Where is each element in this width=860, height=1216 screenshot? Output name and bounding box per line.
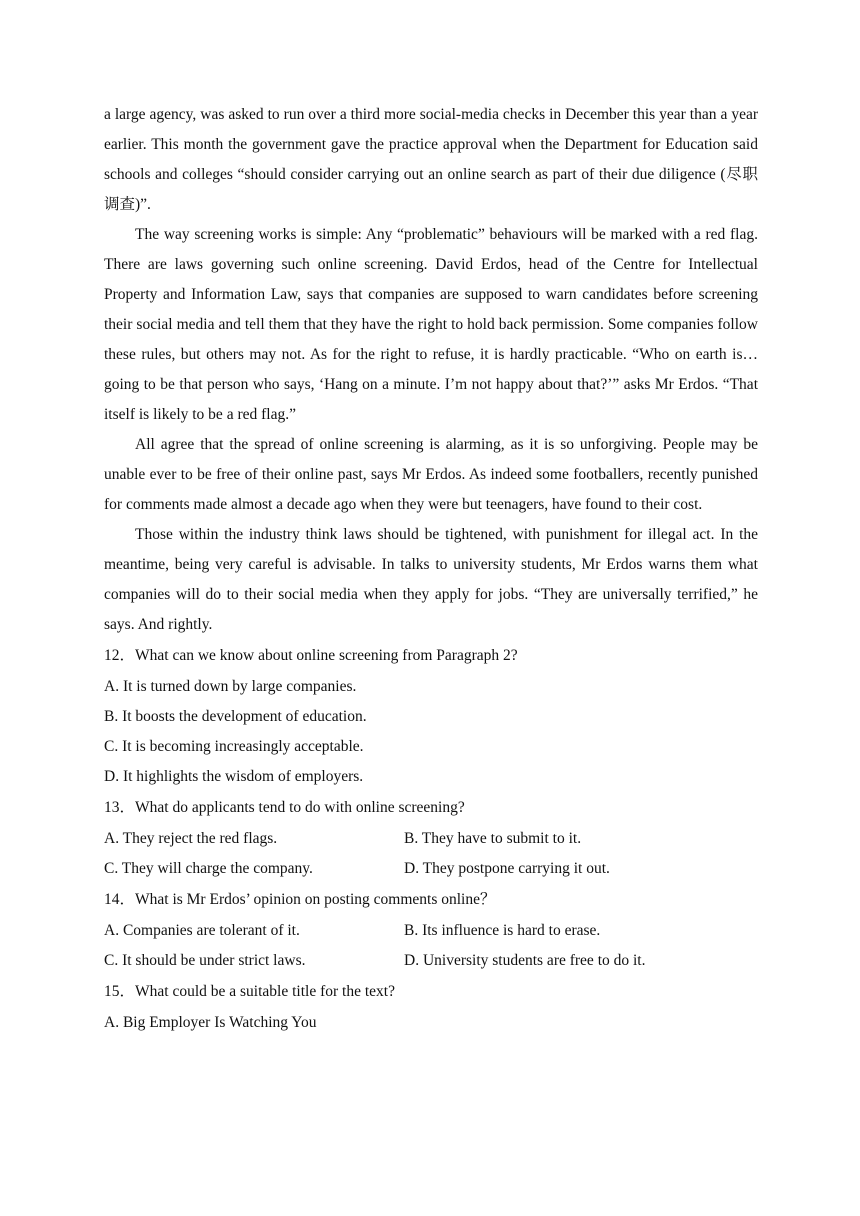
option-d: D. They postpone carrying it out. xyxy=(404,860,610,877)
option-a: A. Big Employer Is Watching You xyxy=(104,1014,317,1031)
question-13 xyxy=(104,792,758,884)
option-c: C. They will charge the company. xyxy=(104,860,313,877)
question-stem: 15．What could be a suitable title for the text? xyxy=(104,983,395,1000)
question-stem: 14．What is Mr Erdos’ opinion on posting comments online？ xyxy=(104,891,496,908)
passage-paragraph-1: a large agency, was asked to run over a third more social-media checks in December this year than a year earlier. This month the government gave the practice approval when the Department for Education said schools and colleges “should consider carrying out an online search as part of their due diligence (尽职调查)”. xyxy=(104,106,758,213)
option-c: C. It should be under strict laws. xyxy=(104,952,306,969)
option-a: A. Companies are tolerant of it. xyxy=(104,922,300,939)
option-row xyxy=(104,824,758,854)
question-stem: 12．What can we know about online screening from Paragraph 2? xyxy=(104,647,518,664)
option-b: B. They have to submit to it. xyxy=(404,830,582,847)
option-d: D. It highlights the wisdom of employers. xyxy=(104,768,364,785)
option-row xyxy=(104,946,758,976)
option-a: A. It is turned down by large companies. xyxy=(104,678,357,695)
passage-paragraph-2: The way screening works is simple: Any “problematic” behaviours will be marked with a red flag. There are laws governing such online screening. David Erdos, head of the Centre for Intellectual Property and Information Law, says that companies are supposed to warn candidates before screening their social media and tell them that they have the right to hold back permission. Some companies follow these rules, but others may not. As for the right to refuse, it is hardly practicable. “Who on earth is… going to be that person who says, ‘Hang on a minute. I’m not happy about that?’” asks Mr Erdos. “That itself is likely to be a red flag.” xyxy=(104,226,758,423)
option-b: B. It boosts the development of education. xyxy=(104,708,367,725)
passage-paragraph-4: Those within the industry think laws should be tightened, with punishment for illegal act. In the meantime, being very careful is advisable. In talks to university students, Mr Erdos warns them what companies will do to their social media when they apply for jobs. “They are universally terrified,” he says. And rightly. xyxy=(104,526,758,633)
option-b: B. Its influence is hard to erase. xyxy=(404,922,601,939)
passage-paragraph-3: All agree that the spread of online screening is alarming, as it is so unforgiving. People may be unable ever to be free of their online past, says Mr Erdos. As indeed some footballers, recently punished for comments made almost a decade ago when they were but teenagers, have found to their cost. xyxy=(104,436,758,513)
question-stem: 13．What do applicants tend to do with online screening? xyxy=(104,799,465,816)
question-14 xyxy=(104,884,758,976)
option-a: A. They reject the red flags. xyxy=(104,830,278,847)
option-c: C. It is becoming increasingly acceptable. xyxy=(104,738,364,755)
option-row xyxy=(104,854,758,884)
question-12 xyxy=(104,640,758,792)
question-15 xyxy=(104,976,758,1038)
option-d: D. University students are free to do it. xyxy=(404,952,646,969)
option-row xyxy=(104,916,758,946)
document-page xyxy=(104,100,758,1038)
